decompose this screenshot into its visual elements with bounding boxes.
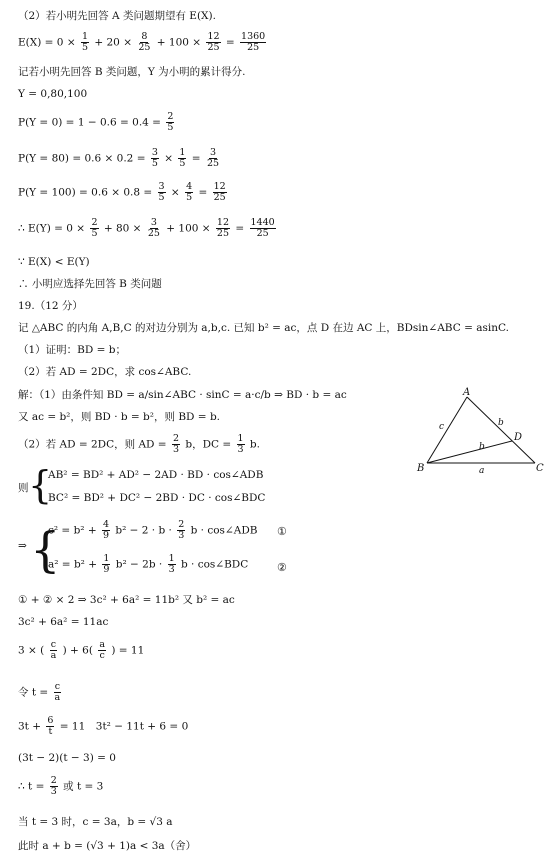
cosine-eq-ab: AB² = BD² + AD² − 2AD · BD · cos∠ADB xyxy=(48,469,264,481)
fraction: $\frac{8}{25}$ xyxy=(138,31,151,53)
text-line-9: ∵ E(X) < E(Y) xyxy=(18,256,90,268)
vertex-d-label: D xyxy=(514,432,523,443)
equation-1 xyxy=(48,520,257,541)
py100-formula xyxy=(18,182,229,203)
dc-text: b，DC = xyxy=(185,438,232,451)
fraction: $\frac{a}{c}$ xyxy=(99,639,105,661)
equals: = xyxy=(225,36,235,49)
fraction: $\frac{3}{25}$ xyxy=(147,217,160,239)
vertex-a-label: A xyxy=(463,387,471,398)
fraction: $\frac{4}{9}$ xyxy=(102,519,110,541)
then-label: 则 xyxy=(18,482,29,494)
side-c-label: c xyxy=(439,422,445,432)
roots-part: ∴ t = xyxy=(18,780,45,793)
fraction: $\frac{6}{t}$ xyxy=(47,715,54,737)
solution-line-1: 解：（1）由条件知 BD = a/sin∠ABC · sinC = a·c/b ⇒ BD · b = ac xyxy=(18,389,347,401)
ratio-part: 3 × ( xyxy=(18,644,45,657)
text-line-4: Y = 0,80,100 xyxy=(18,88,88,100)
ey-formula xyxy=(18,218,278,239)
py80-lhs: P(Y = 80) = 0.6 × 0.2 = xyxy=(18,152,146,165)
eq1-part: b · cos∠ADB xyxy=(190,524,258,537)
implies-arrow: ⇒ xyxy=(18,540,27,552)
eq1-part: b² − 2 · b · xyxy=(115,524,172,537)
equals: = xyxy=(191,152,201,165)
eq2-part: b · cos∠BDC xyxy=(180,558,249,571)
ex-lhs: E(X) = 0 × xyxy=(18,36,76,49)
py0-lhs: P(Y = 0) = 1 − 0.6 = 0.4 = xyxy=(18,116,161,129)
cosine-eq-bc: BC² = BD² + DC² − 2BD · DC · cos∠BDC xyxy=(48,492,266,504)
equals: = xyxy=(235,222,245,235)
ey-term: + 100 × xyxy=(166,222,211,235)
ey-term: + 80 × xyxy=(103,222,142,235)
question-part-2: （2）若 AD = 2DC，求 cos∠ABC. xyxy=(18,366,192,378)
times: × xyxy=(170,186,180,199)
fraction: $\frac{c}{a}$ xyxy=(54,681,61,703)
left-brace: { xyxy=(30,522,61,578)
fraction: $\frac{3}{5}$ xyxy=(151,147,158,169)
fraction: $\frac{1360}{25}$ xyxy=(241,31,266,53)
fraction: $\frac{3}{25}$ xyxy=(206,147,220,169)
fraction: $\frac{12}{25}$ xyxy=(216,217,230,239)
side-ab xyxy=(427,397,467,463)
vertex-b-label: B xyxy=(417,463,425,474)
py80-formula xyxy=(18,148,222,169)
left-brace: { xyxy=(28,463,53,507)
py100-lhs: P(Y = 100) = 0.6 × 0.8 = xyxy=(18,186,153,199)
case-line: 当 t = 3 时，c = 3a，b = √3 a xyxy=(18,816,173,828)
segment-bd xyxy=(427,441,512,463)
equation-tag-2: ② xyxy=(277,561,287,574)
side-a-label: a xyxy=(479,466,485,475)
ex-term: + 100 × xyxy=(156,36,202,49)
ratio-equation xyxy=(18,640,144,661)
eq1-part: c² = b² + xyxy=(48,524,97,537)
b-text: b. xyxy=(249,438,260,451)
text-line-10: ∴ 小明应选择先回答 B 类问题 xyxy=(18,278,162,290)
fraction: $\frac{1}{5}$ xyxy=(179,147,186,169)
fraction: $\frac{1}{9}$ xyxy=(103,553,110,575)
fraction: $\frac{1}{5}$ xyxy=(81,31,89,53)
combine-line: ① + ② × 2 ⇒ 3c² + 6a² = 11b² 又 b² = ac xyxy=(18,594,235,606)
ey-lhs: ∴ E(Y) = 0 × xyxy=(18,222,86,235)
text-line-3: 记若小明先回答 B 类问题，Y 为小明的累计得分. xyxy=(18,66,246,78)
fraction: $\frac{12}{25}$ xyxy=(213,181,226,203)
fraction: $\frac{c}{a}$ xyxy=(50,639,57,661)
text-line-1: （2）若小明先回答 A 类问题期望有 E(X). xyxy=(18,10,216,22)
eq2-part: a² = b² + xyxy=(48,558,98,571)
equation-line: 3c² + 6a² = 11ac xyxy=(18,616,109,628)
fraction: $\frac{3}{5}$ xyxy=(158,181,165,203)
roots-part: 或 t = 3 xyxy=(63,780,104,793)
fraction: $\frac{1}{3}$ xyxy=(237,433,244,455)
ad-text: （2）若 AD = 2DC，则 AD = xyxy=(18,438,167,451)
question-heading: 19.（12 分） xyxy=(18,300,83,312)
question-part-1: （1）证明：BD = b； xyxy=(18,344,127,356)
side-ac xyxy=(467,397,535,463)
reject-line: 此时 a + b = (√3 + 1)a < 3a（舍） xyxy=(18,840,197,852)
factored-line: (3t − 2)(t − 3) = 0 xyxy=(18,752,116,764)
fraction: $\frac{2}{3}$ xyxy=(172,433,179,455)
equals: = xyxy=(198,186,208,199)
fraction: $\frac{2}{5}$ xyxy=(91,217,98,239)
quad-part: 3t + xyxy=(18,720,42,733)
times: × xyxy=(164,152,174,165)
py0-formula xyxy=(18,112,176,133)
fraction: $\frac{2}{3}$ xyxy=(178,519,185,541)
solution-line-2: 又 ac = b²，则 BD · b = b²，则 BD = b. xyxy=(18,411,220,423)
substitution-line xyxy=(18,682,63,703)
fraction: $\frac{12}{25}$ xyxy=(207,31,220,53)
fraction: $\frac{2}{5}$ xyxy=(167,111,174,133)
quad-part: = 11 3t² − 11t + 6 = 0 xyxy=(59,720,189,733)
fraction: $\frac{2}{3}$ xyxy=(50,775,57,797)
law-of-cosines-system xyxy=(18,463,318,510)
question-statement: 记 △ABC 的内角 A,B,C 的对边分别为 a,b,c. 已知 b² = ac，点 D 在边 AC 上，BDsin∠ABC = asinC. xyxy=(18,322,509,334)
equation-tag-1: ① xyxy=(277,525,287,538)
segment-bd-label: b xyxy=(479,442,485,452)
fraction: $\frac{1440}{25}$ xyxy=(250,217,275,239)
equation-2 xyxy=(48,554,248,575)
ex-term: + 20 × xyxy=(94,36,132,49)
solution-ad-dc xyxy=(18,434,260,455)
triangle-figure xyxy=(415,385,545,475)
roots-line xyxy=(18,776,103,797)
eq2-part: b² − 2b · xyxy=(115,558,163,571)
vertex-c-label: C xyxy=(536,463,544,474)
substituted-system xyxy=(18,520,338,580)
let-t: 令 t = xyxy=(18,686,49,699)
ex-formula xyxy=(18,32,268,53)
quadratic-line xyxy=(18,716,188,737)
fraction: $\frac{4}{5}$ xyxy=(186,181,193,203)
ratio-part: ) + 6( xyxy=(62,644,93,657)
fraction: $\frac{1}{3}$ xyxy=(168,553,175,575)
side-b-label: b xyxy=(498,418,504,428)
ratio-part: ) = 11 xyxy=(111,644,145,657)
